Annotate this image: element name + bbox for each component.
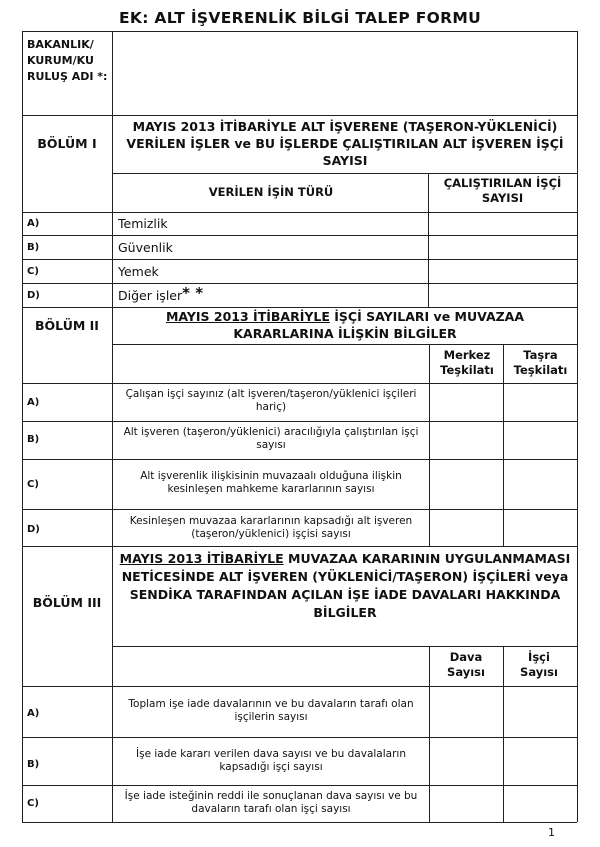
s1-row-d-letter: D)	[27, 290, 40, 301]
s3-row-b-letter: B)	[27, 759, 40, 770]
s2-row-b-text: Alt işveren (taşeron/yüklenici) aracılığıyla çalıştırılan işçi sayısı	[123, 426, 419, 451]
s1-row-d-cell	[118, 284, 204, 303]
s1-row-c-text: Yemek	[118, 264, 159, 279]
section2-heading	[116, 308, 574, 342]
section2-heading-date: MAYIS 2013 İTİBARİYLE	[165, 309, 330, 324]
s1-row-d-text: Diğer işler	[118, 288, 183, 303]
s3-row-c-workers-field[interactable]	[505, 787, 576, 821]
s3-row-c-cases-field[interactable]	[431, 787, 502, 821]
s1-row-a-text: Temizlik	[118, 216, 168, 231]
s2-row-c-central-field[interactable]	[431, 461, 502, 508]
s2-row-a-provincial-field[interactable]	[505, 385, 576, 420]
col-work-type: VERİLEN İŞİN TÜRÜ	[208, 185, 334, 199]
s1-row-b-workers-field[interactable]	[430, 237, 576, 258]
s2-row-a-central-field[interactable]	[431, 385, 502, 420]
section1-label: BÖLÜM I	[37, 136, 97, 151]
institution-name-label: BAKANLIK/ KURUM/KU RULUŞ ADI *:	[27, 38, 108, 83]
page-number: 1	[548, 826, 555, 839]
s2-row-d-provincial-field[interactable]	[505, 511, 576, 545]
s1-row-b-letter: B)	[27, 242, 40, 253]
s2-row-b-provincial-field[interactable]	[505, 423, 576, 458]
col-employed-workers: ÇALIŞTIRILAN İŞÇİ SAYISI	[443, 176, 562, 205]
s2-row-d-text: Kesinleşen muvazaa kararlarının kapsadığı alt işveren (taşeron/yüklenici) işçisi sayısı	[129, 515, 413, 540]
col-worker-count: İşçi Sayısı	[520, 650, 558, 679]
s2-row-d-central-field[interactable]	[431, 511, 502, 545]
section1-heading: MAYIS 2013 İTİBARİYLE ALT İŞVERENE (TAŞERON-YÜKLENİCİ) VERİLEN İŞLER ve BU İŞLERDE ÇALIŞTIRILAN ALT İŞVEREN İŞÇİ SAYISI	[126, 119, 564, 168]
s2-row-c-letter: C)	[27, 479, 39, 490]
s1-row-a-workers-field[interactable]	[430, 213, 576, 234]
section2-label: BÖLÜM II	[35, 318, 99, 333]
s1-row-c-workers-field[interactable]	[430, 261, 576, 282]
section3-heading	[118, 550, 572, 622]
institution-name-field[interactable]	[114, 33, 575, 113]
s3-row-a-letter: A)	[27, 708, 40, 719]
s3-row-b-text: İşe iade kararı verilen dava sayısı ve bu davalaların kapsadığı işçi sayısı	[136, 748, 406, 773]
col-case-count: Dava Sayısı	[447, 650, 485, 679]
s2-row-a-text: Çalışan işçi sayınız (alt işveren/taşeron/yüklenici işçileri hariç)	[125, 388, 417, 413]
s3-row-a-workers-field[interactable]	[505, 688, 576, 736]
s1-row-a-letter: A)	[27, 218, 40, 229]
section3-label: BÖLÜM III	[32, 595, 102, 610]
col-provincial-org: Taşra Teşkilatı	[513, 348, 568, 377]
col-central-org: Merkez Teşkilatı	[440, 348, 494, 377]
s3-row-c-text: İşe iade isteğinin reddi ile sonuçlanan dava sayısı ve bu davaların tarafı olan işçi sayısı	[124, 790, 418, 815]
s3-row-c-letter: C)	[27, 798, 39, 809]
s2-row-a-letter: A)	[27, 397, 40, 408]
s1-row-c-letter: C)	[27, 266, 39, 277]
section2-heading-rest: İŞÇİ SAYILARI ve MUVAZAA KARARLARINA İLİŞKİN BİLGİLER	[233, 309, 525, 341]
s1-row-d-workers-field[interactable]	[430, 285, 576, 306]
s2-row-c-provincial-field[interactable]	[505, 461, 576, 508]
s3-row-a-cases-field[interactable]	[431, 688, 502, 736]
form-title: EK: ALT İŞVERENLİK BİLGİ TALEP FORMU	[119, 9, 481, 27]
section3-heading-rest: MUVAZAA KARARININ UYGULANMAMASI NETİCESİNDE ALT İŞVEREN (YÜKLENİCİ/TAŞERON) İŞÇİLERİ veya SENDİKA TARAFINDAN AÇILAN İŞE İADE DAVALARI HAKKINDA BİLGİLER	[121, 551, 571, 620]
s1-row-d-mark: * *	[182, 284, 204, 302]
s2-row-b-letter: B)	[27, 434, 40, 445]
s2-row-b-central-field[interactable]	[431, 423, 502, 458]
s3-row-b-cases-field[interactable]	[431, 739, 502, 784]
s3-row-a-text: Toplam işe iade davalarının ve bu davaların tarafı olan işçilerin sayısı	[128, 698, 414, 723]
section3-heading-date: MAYIS 2013 İTİBARİYLE	[119, 551, 284, 566]
s2-row-c-text: Alt işverenlik ilişkisinin muvazaalı olduğuna ilişkin kesinleşen mahkeme kararlarının sayısı	[140, 470, 402, 495]
s3-row-b-workers-field[interactable]	[505, 739, 576, 784]
s2-row-d-letter: D)	[27, 524, 40, 535]
s1-row-b-text: Güvenlik	[118, 240, 173, 255]
